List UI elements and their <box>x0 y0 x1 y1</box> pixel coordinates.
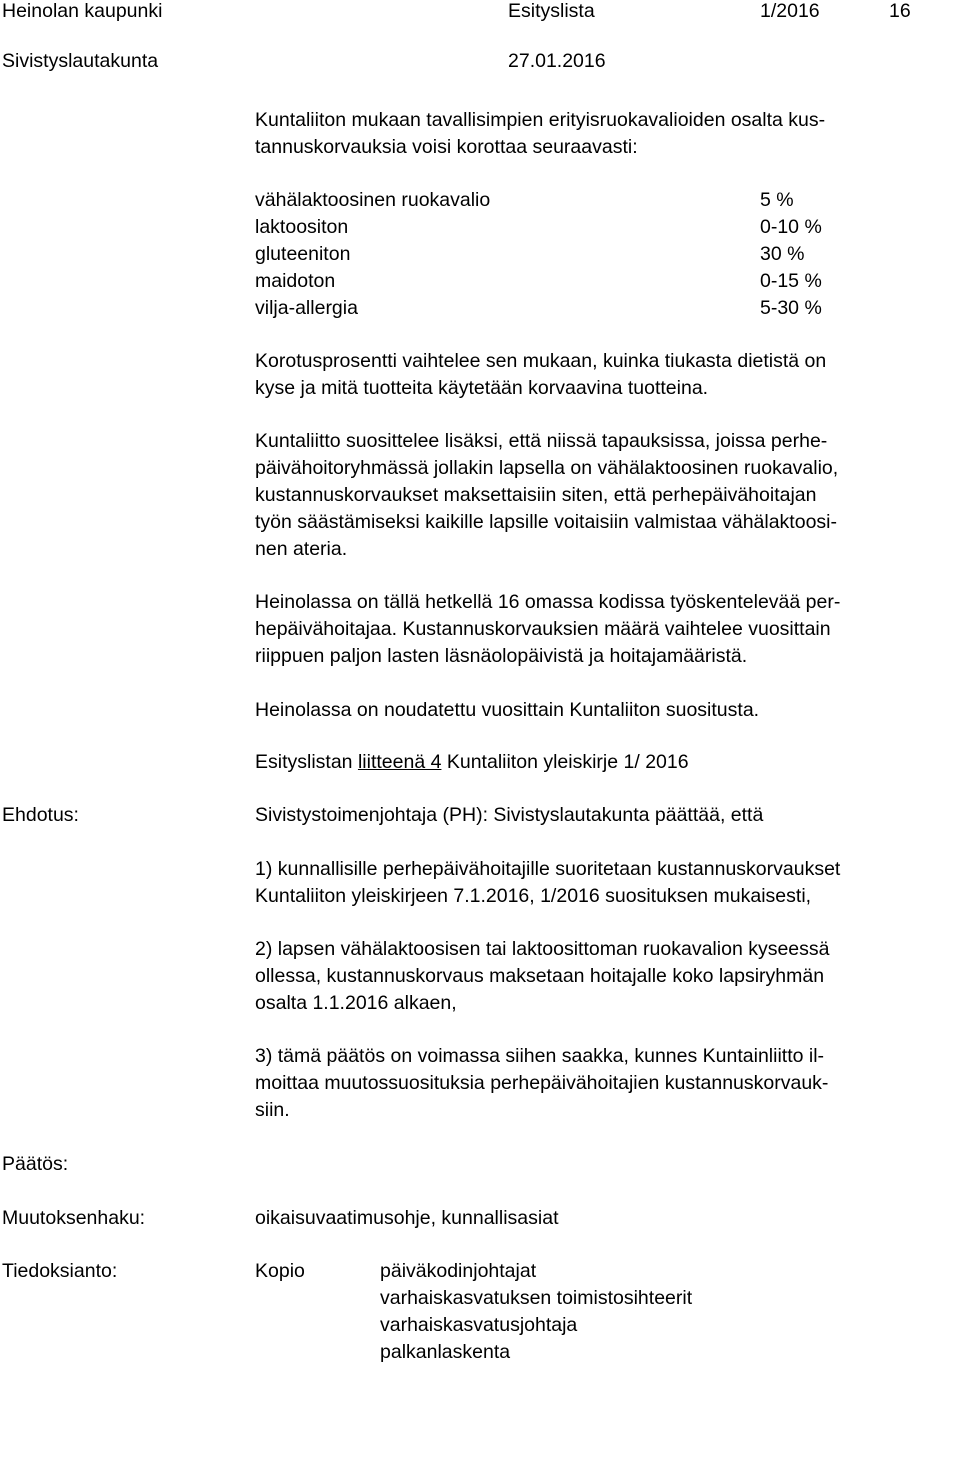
proposal-item-2 <box>255 936 830 1017</box>
notification-recipients <box>380 1258 692 1366</box>
decision-label: Päätös: <box>2 1153 69 1175</box>
diet-increase: 0-10 % <box>760 216 822 238</box>
notification-kind: Kopio <box>255 1260 305 1282</box>
attachment-prefix: Esityslistan <box>255 751 358 773</box>
text-line: kustannuskorvaukset maksettaisiin siten, että perhepäivähoitajan <box>255 484 817 506</box>
diet-name: vilja-allergia <box>255 297 358 319</box>
text-line: 3) tämä päätös on voimassa siihen saakka, kunnes Kuntainliitto il- <box>255 1045 825 1067</box>
intro-paragraph <box>255 107 825 161</box>
suosittelee-paragraph <box>255 428 838 563</box>
text-line: 1) kunnallisille perhepäivähoitajille suoritetaan kustannuskorvaukset <box>255 858 841 880</box>
recipient: varhaiskasvatusjohtaja <box>380 1314 578 1336</box>
text-line: Korotusprosentti vaihtelee sen mukaan, kuinka tiukasta dietistä on <box>255 350 827 372</box>
header-city: Heinolan kaupunki <box>2 0 163 22</box>
text-line: tannuskorvauksia voisi korottaa seuraavasti: <box>255 136 638 158</box>
text-line: Heinolassa on tällä hetkellä 16 omassa kodissa työskentelevää per- <box>255 591 841 613</box>
diet-increase: 5-30 % <box>760 297 822 319</box>
diet-name: maidoton <box>255 270 336 292</box>
appeal-label: Muutoksenhaku: <box>2 1207 146 1229</box>
attachment-link[interactable]: liitteenä 4 <box>357 751 442 773</box>
text-line: moittaa muutossuosituksia perhepäivähoitajien kustannuskorvauk- <box>255 1072 829 1094</box>
recipient: päiväkodinjohtajat <box>380 1260 537 1282</box>
diet-name: vähälaktoosinen ruokavalio <box>255 189 491 211</box>
diet-name: gluteeniton <box>255 243 351 265</box>
proposal-intro: Sivistystoimenjohtaja (PH): Sivistyslautakunta päättää, että <box>255 804 764 826</box>
text-line: riippuen paljon lasten läsnäolopäivistä ja hoitajamääristä. <box>255 645 748 667</box>
recipient: varhaiskasvatuksen toimistosihteerit <box>380 1287 693 1309</box>
proposal-label: Ehdotus: <box>2 804 79 826</box>
header-doc-number: 1/2016 <box>760 0 820 22</box>
text-line: hepäivähoitajaa. Kustannuskorvauksien määrä vaihtelee vuosittain <box>255 618 831 640</box>
text-line: Kuntaliiton yleiskirjeen 7.1.2016, 1/2016 suosituksen mukaisesti, <box>255 885 812 907</box>
text-line: osalta 1.1.2016 alkaen, <box>255 992 457 1014</box>
appeal-value: oikaisuvaatimusohje, kunnallisasiat <box>255 1207 559 1229</box>
header-date: 27.01.2016 <box>508 50 606 72</box>
text-line: Kuntaliiton mukaan tavallisimpien erityisruokavalioiden osalta kus- <box>255 109 826 131</box>
text-line: siin. <box>255 1099 290 1121</box>
noudatettu-paragraph: Heinolassa on noudatettu vuosittain Kuntaliiton suositusta. <box>255 699 760 721</box>
diet-increase: 0-15 % <box>760 270 822 292</box>
heinola-paragraph <box>255 589 840 670</box>
text-line: päivähoitoryhmässä jollakin lapsella on vähälaktoosinen ruokavalio, <box>255 457 839 479</box>
attachment-suffix: Kuntaliiton yleiskirje 1/ 2016 <box>441 751 689 773</box>
proposal-item-3 <box>255 1043 828 1124</box>
diet-name: laktoositon <box>255 216 349 238</box>
attachment-reference <box>255 749 689 776</box>
header-doc-type: Esityslista <box>508 0 595 22</box>
recipient: palkanlaskenta <box>380 1341 511 1363</box>
korotus-paragraph <box>255 348 826 402</box>
text-line: Kuntaliitto suosittelee lisäksi, että niissä tapauksissa, joissa perhe- <box>255 430 828 452</box>
proposal-item-1 <box>255 856 840 910</box>
diet-increase: 5 % <box>760 189 794 211</box>
text-line: kyse ja mitä tuotteita käytetään korvaavina tuotteina. <box>255 377 709 399</box>
notification-label: Tiedoksianto: <box>2 1260 118 1282</box>
text-line: työn säästämiseksi kaikille lapsille voitaisiin valmistaa vähälaktoosi- <box>255 511 837 533</box>
diet-increase: 30 % <box>760 243 805 265</box>
header-page-number: 16 <box>889 0 911 22</box>
text-line: ollessa, kustannuskorvaus maksetaan hoitajalle koko lapsiryhmän <box>255 965 825 987</box>
text-line: nen ateria. <box>255 538 348 560</box>
text-line: 2) lapsen vähälaktoosisen tai laktoosittoman ruokavalion kyseessä <box>255 938 830 960</box>
header-board: Sivistyslautakunta <box>2 50 159 72</box>
